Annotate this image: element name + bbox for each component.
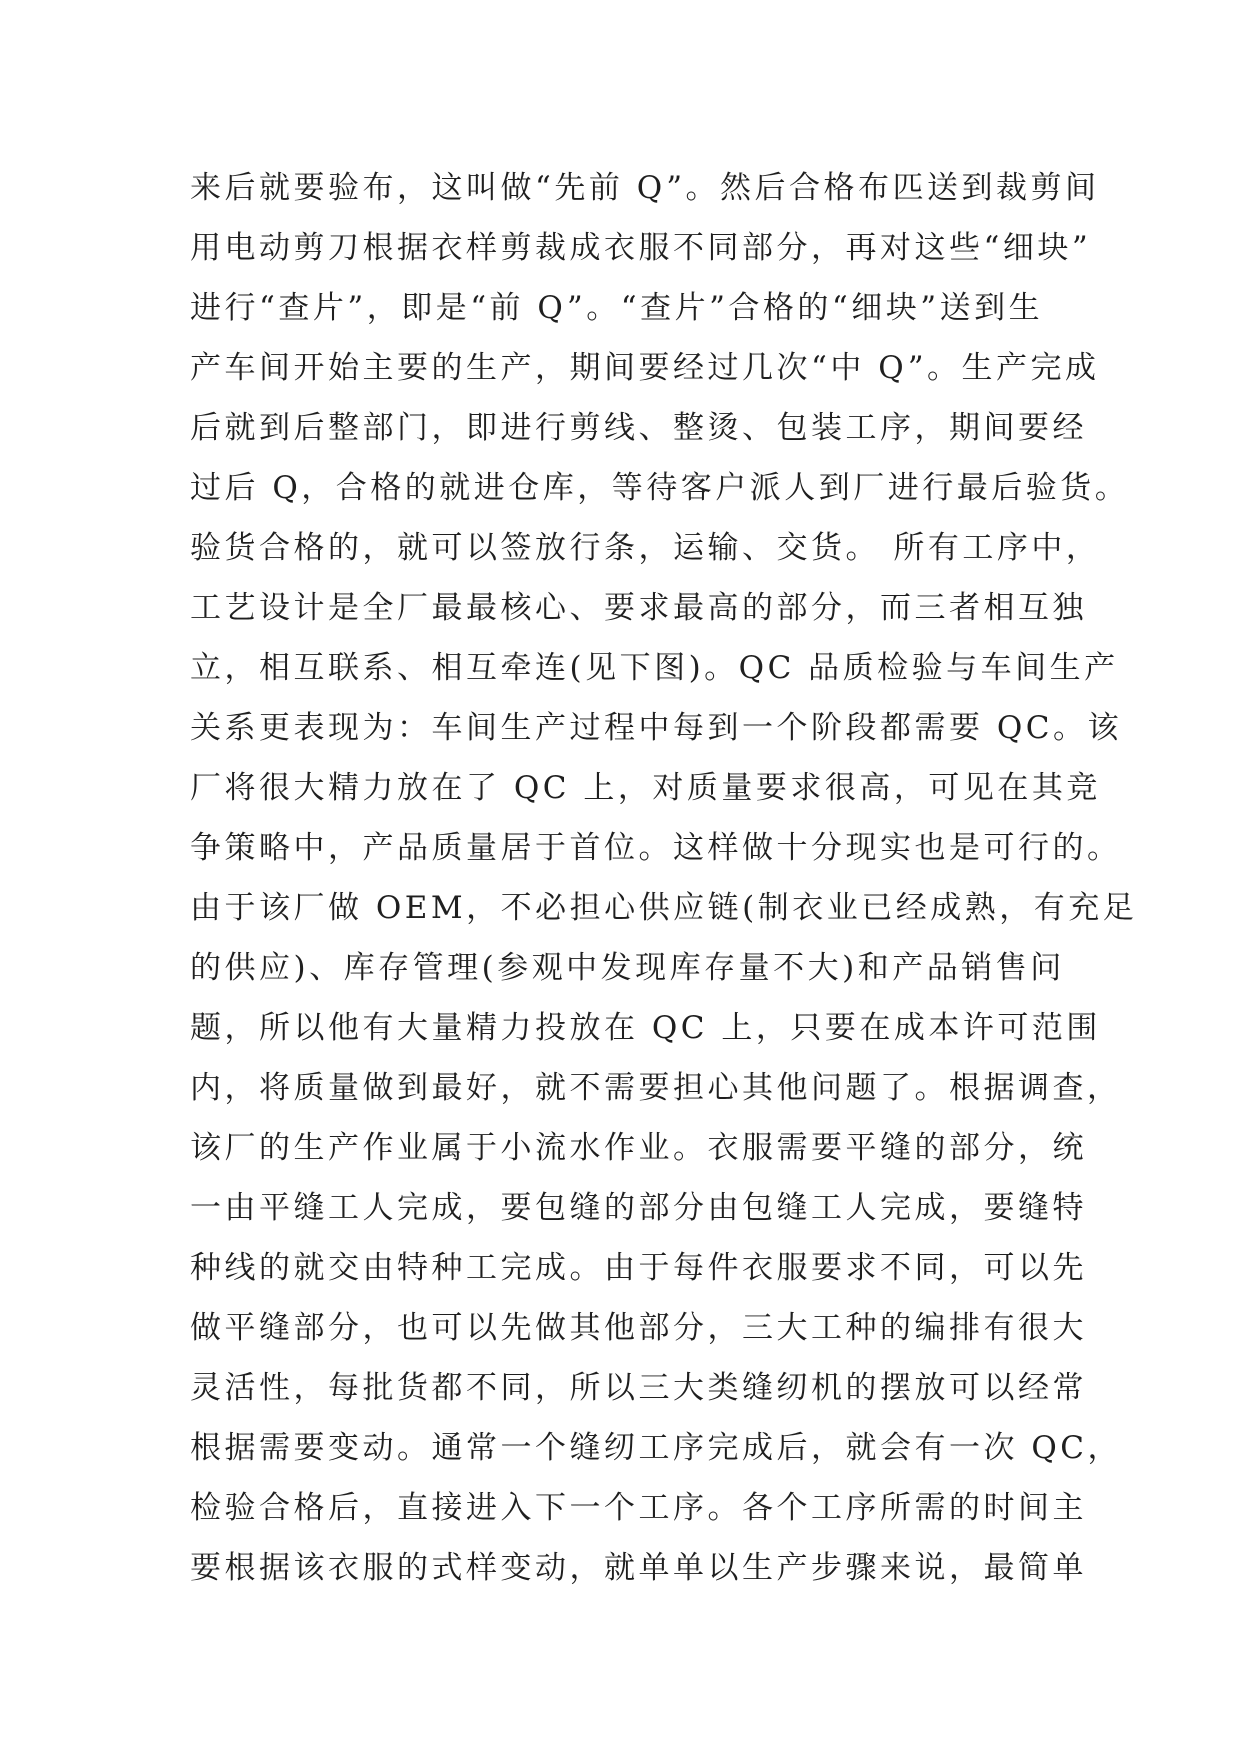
text-line: 关系更表现为：车间生产过程中每到一个阶段都需要 QC。该 [190,710,1122,746]
text-line: 的供应)、库存管理(参观中发现库存量不大)和产品销售问 [190,950,1065,986]
text-line: 一由平缝工人完成，要包缝的部分由包缝工人完成，要缝特 [190,1190,1087,1226]
text-line: 争策略中，产品质量居于首位。这样做十分现实也是可行的。 [190,830,1122,866]
text-line: 后就到后整部门，即进行剪线、整烫、包装工序，期间要经 [190,410,1087,446]
text-line: 工艺设计是全厂最最核心、要求最高的部分，而三者相互独 [190,590,1087,626]
text-line: 来后就要验布，这叫做“先前 Q”。然后合格布匹送到裁剪间 [190,170,1100,206]
text-line: 由于该厂做 OEM，不必担心供应链(制衣业已经成熟，有充足 [190,890,1138,926]
text-line: 灵活性，每批货都不同，所以三大类缝纫机的摆放可以经常 [190,1370,1087,1406]
text-line: 进行“查片”，即是“前 Q”。“查片”合格的“细块”送到生 [190,290,1044,326]
text-line: 根据需要变动。通常一个缝纫工序完成后，就会有一次 QC， [190,1430,1122,1466]
text-line: 立，相互联系、相互牵连(见下图)。QC 品质检验与车间生产 [190,650,1119,686]
text-line: 过后 Q，合格的就进仓库，等待客户派人到厂进行最后验货。 [190,470,1130,506]
text-line: 检验合格后，直接进入下一个工序。各个工序所需的时间主 [190,1490,1087,1526]
text-line: 内，将质量做到最好，就不需要担心其他问题了。根据调查， [190,1070,1122,1106]
text-line: 要根据该衣服的式样变动，就单单以生产步骤来说，最简单 [190,1550,1087,1586]
text-line: 题，所以他有大量精力投放在 QC 上，只要在成本许可范围 [190,1010,1101,1046]
text-line: 该厂的生产作业属于小流水作业。衣服需要平缝的部分，统 [190,1130,1087,1166]
text-line: 用电动剪刀根据衣样剪裁成衣服不同部分，再对这些“细块” [190,230,1092,266]
body-paragraph [190,158,1138,1598]
text-line: 产车间开始主要的生产，期间要经过几次“中 Q”。生产完成 [190,350,1100,386]
text-line: 厂将很大精力放在了 QC 上，对质量要求很高，可见在其竞 [190,770,1101,806]
text-line: 种线的就交由特种工完成。由于每件衣服要求不同，可以先 [190,1250,1087,1286]
text-line: 做平缝部分，也可以先做其他部分，三大工种的编排有很大 [190,1310,1087,1346]
text-line: 验货合格的，就可以签放行条，运输、交货。 所有工序中， [190,530,1101,566]
